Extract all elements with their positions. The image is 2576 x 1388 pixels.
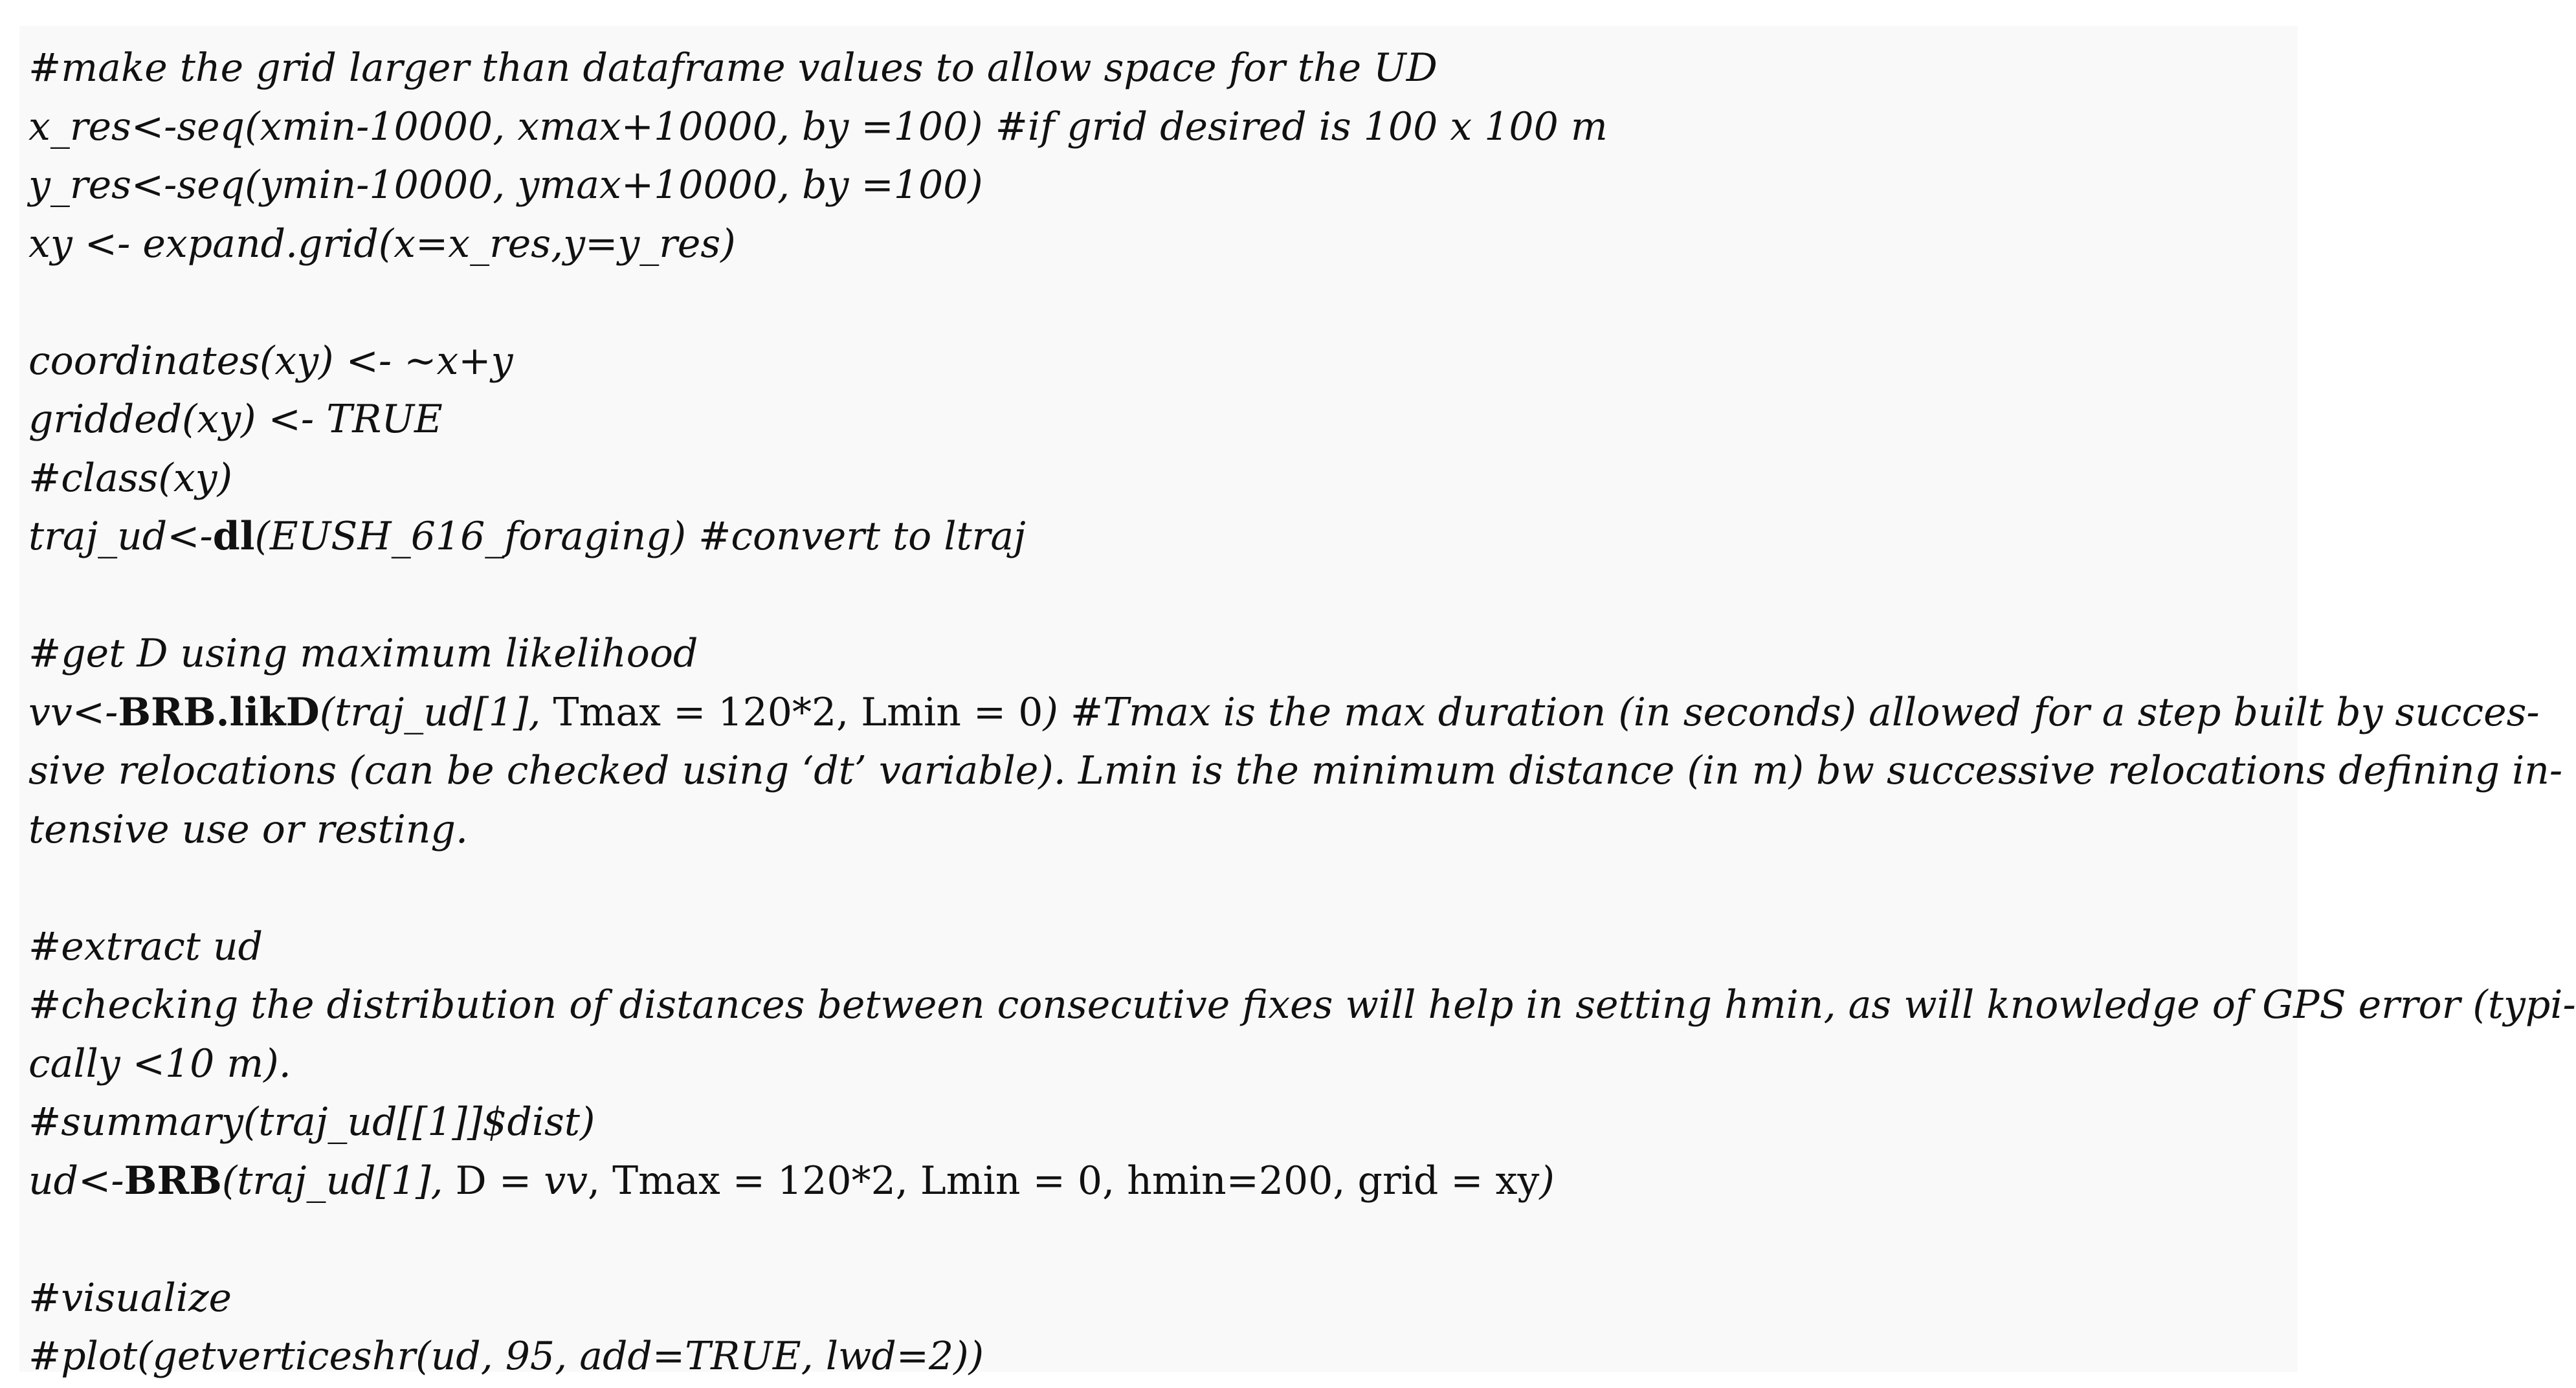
code-text: #visualize — [28, 1275, 232, 1321]
code-text: (traj_ud[1], — [319, 689, 553, 735]
code-line — [28, 800, 2289, 859]
code-text: ud<- — [28, 1158, 124, 1204]
code-text: cally <10 m). — [28, 1041, 291, 1086]
code-text: (EUSH_616_foraging) #convert to ltraj — [254, 514, 1026, 559]
code-function-name: dl — [212, 514, 255, 559]
blank-line — [28, 566, 2289, 625]
code-text: #class(xy) — [28, 455, 232, 501]
code-text: #summary(traj_ud[[1]]$dist) — [28, 1099, 595, 1145]
code-line — [28, 215, 2289, 274]
code-text: #checking the distribution of distances between consecutive fixes will help in setting hmin, as will knowledge of GPS error (typi- — [28, 982, 2576, 1028]
code-text: vv — [544, 1158, 588, 1204]
blank-line — [28, 859, 2289, 918]
code-line — [28, 683, 2540, 742]
code-line — [28, 390, 2289, 449]
code-line — [28, 39, 2289, 98]
code-line — [28, 742, 2563, 800]
code-line — [28, 624, 2289, 683]
code-text: #make the grid larger than dataframe values to allow space for the UD — [28, 45, 1438, 91]
code-text: xy <- expand.grid(x=x_res,y=y_res) — [28, 221, 736, 267]
code-line — [28, 1093, 2289, 1152]
blank-line — [28, 273, 2289, 332]
code-text: sive relocations (can be checked using ‘dt’ variable). Lmin is the minimum distance (in m) bw successive relocations defining in- — [28, 748, 2563, 793]
code-text: tensive use or resting. — [28, 806, 469, 852]
code-text: y_res<-seq(ymin-10000, ymax+10000, by =100) — [28, 162, 983, 208]
code-text: #extract ud — [28, 923, 263, 969]
code-line — [28, 1269, 2289, 1328]
code-function-name: BRB — [124, 1158, 222, 1204]
code-block — [19, 26, 2576, 1379]
code-function-name: BRB.likD — [118, 689, 320, 735]
code-line — [28, 507, 2289, 566]
code-text: ) #Tmax is the max duration (in seconds) allowed for a step built by succes- — [1043, 689, 2540, 735]
code-line — [28, 156, 2289, 215]
code-line — [28, 976, 2576, 1035]
code-line — [28, 449, 2289, 508]
code-line — [28, 918, 2289, 976]
code-line — [28, 1152, 2289, 1211]
code-text: gridded(xy) <- TRUE — [28, 397, 443, 442]
code-text: x_res<-seq(xmin-10000, xmax+10000, by =100) #if grid desired is 100 x 100 m — [28, 104, 1608, 149]
code-text: #plot(getverticeshr(ud, 95, add=TRUE, lwd=2)) — [28, 1334, 984, 1379]
code-line — [28, 98, 2289, 157]
code-text: vv<- — [28, 689, 118, 735]
code-line — [28, 1327, 2289, 1386]
blank-line — [28, 1210, 2289, 1269]
code-text: traj_ud<- — [28, 514, 213, 559]
code-text: ) — [1539, 1158, 1555, 1204]
code-line — [28, 332, 2289, 391]
code-line — [28, 1035, 2289, 1094]
code-text: coordinates(xy) <- ~x+y — [28, 338, 513, 384]
code-text: Tmax = 120*2, Lmin = 0 — [553, 689, 1043, 735]
code-text: (traj_ud[1], — [221, 1158, 456, 1204]
code-text: #get D using maximum likelihood — [28, 631, 698, 676]
code-text: D = — [455, 1158, 544, 1204]
code-text: , Tmax = 120*2, Lmin = 0, hmin=200, grid = xy — [588, 1158, 1540, 1204]
